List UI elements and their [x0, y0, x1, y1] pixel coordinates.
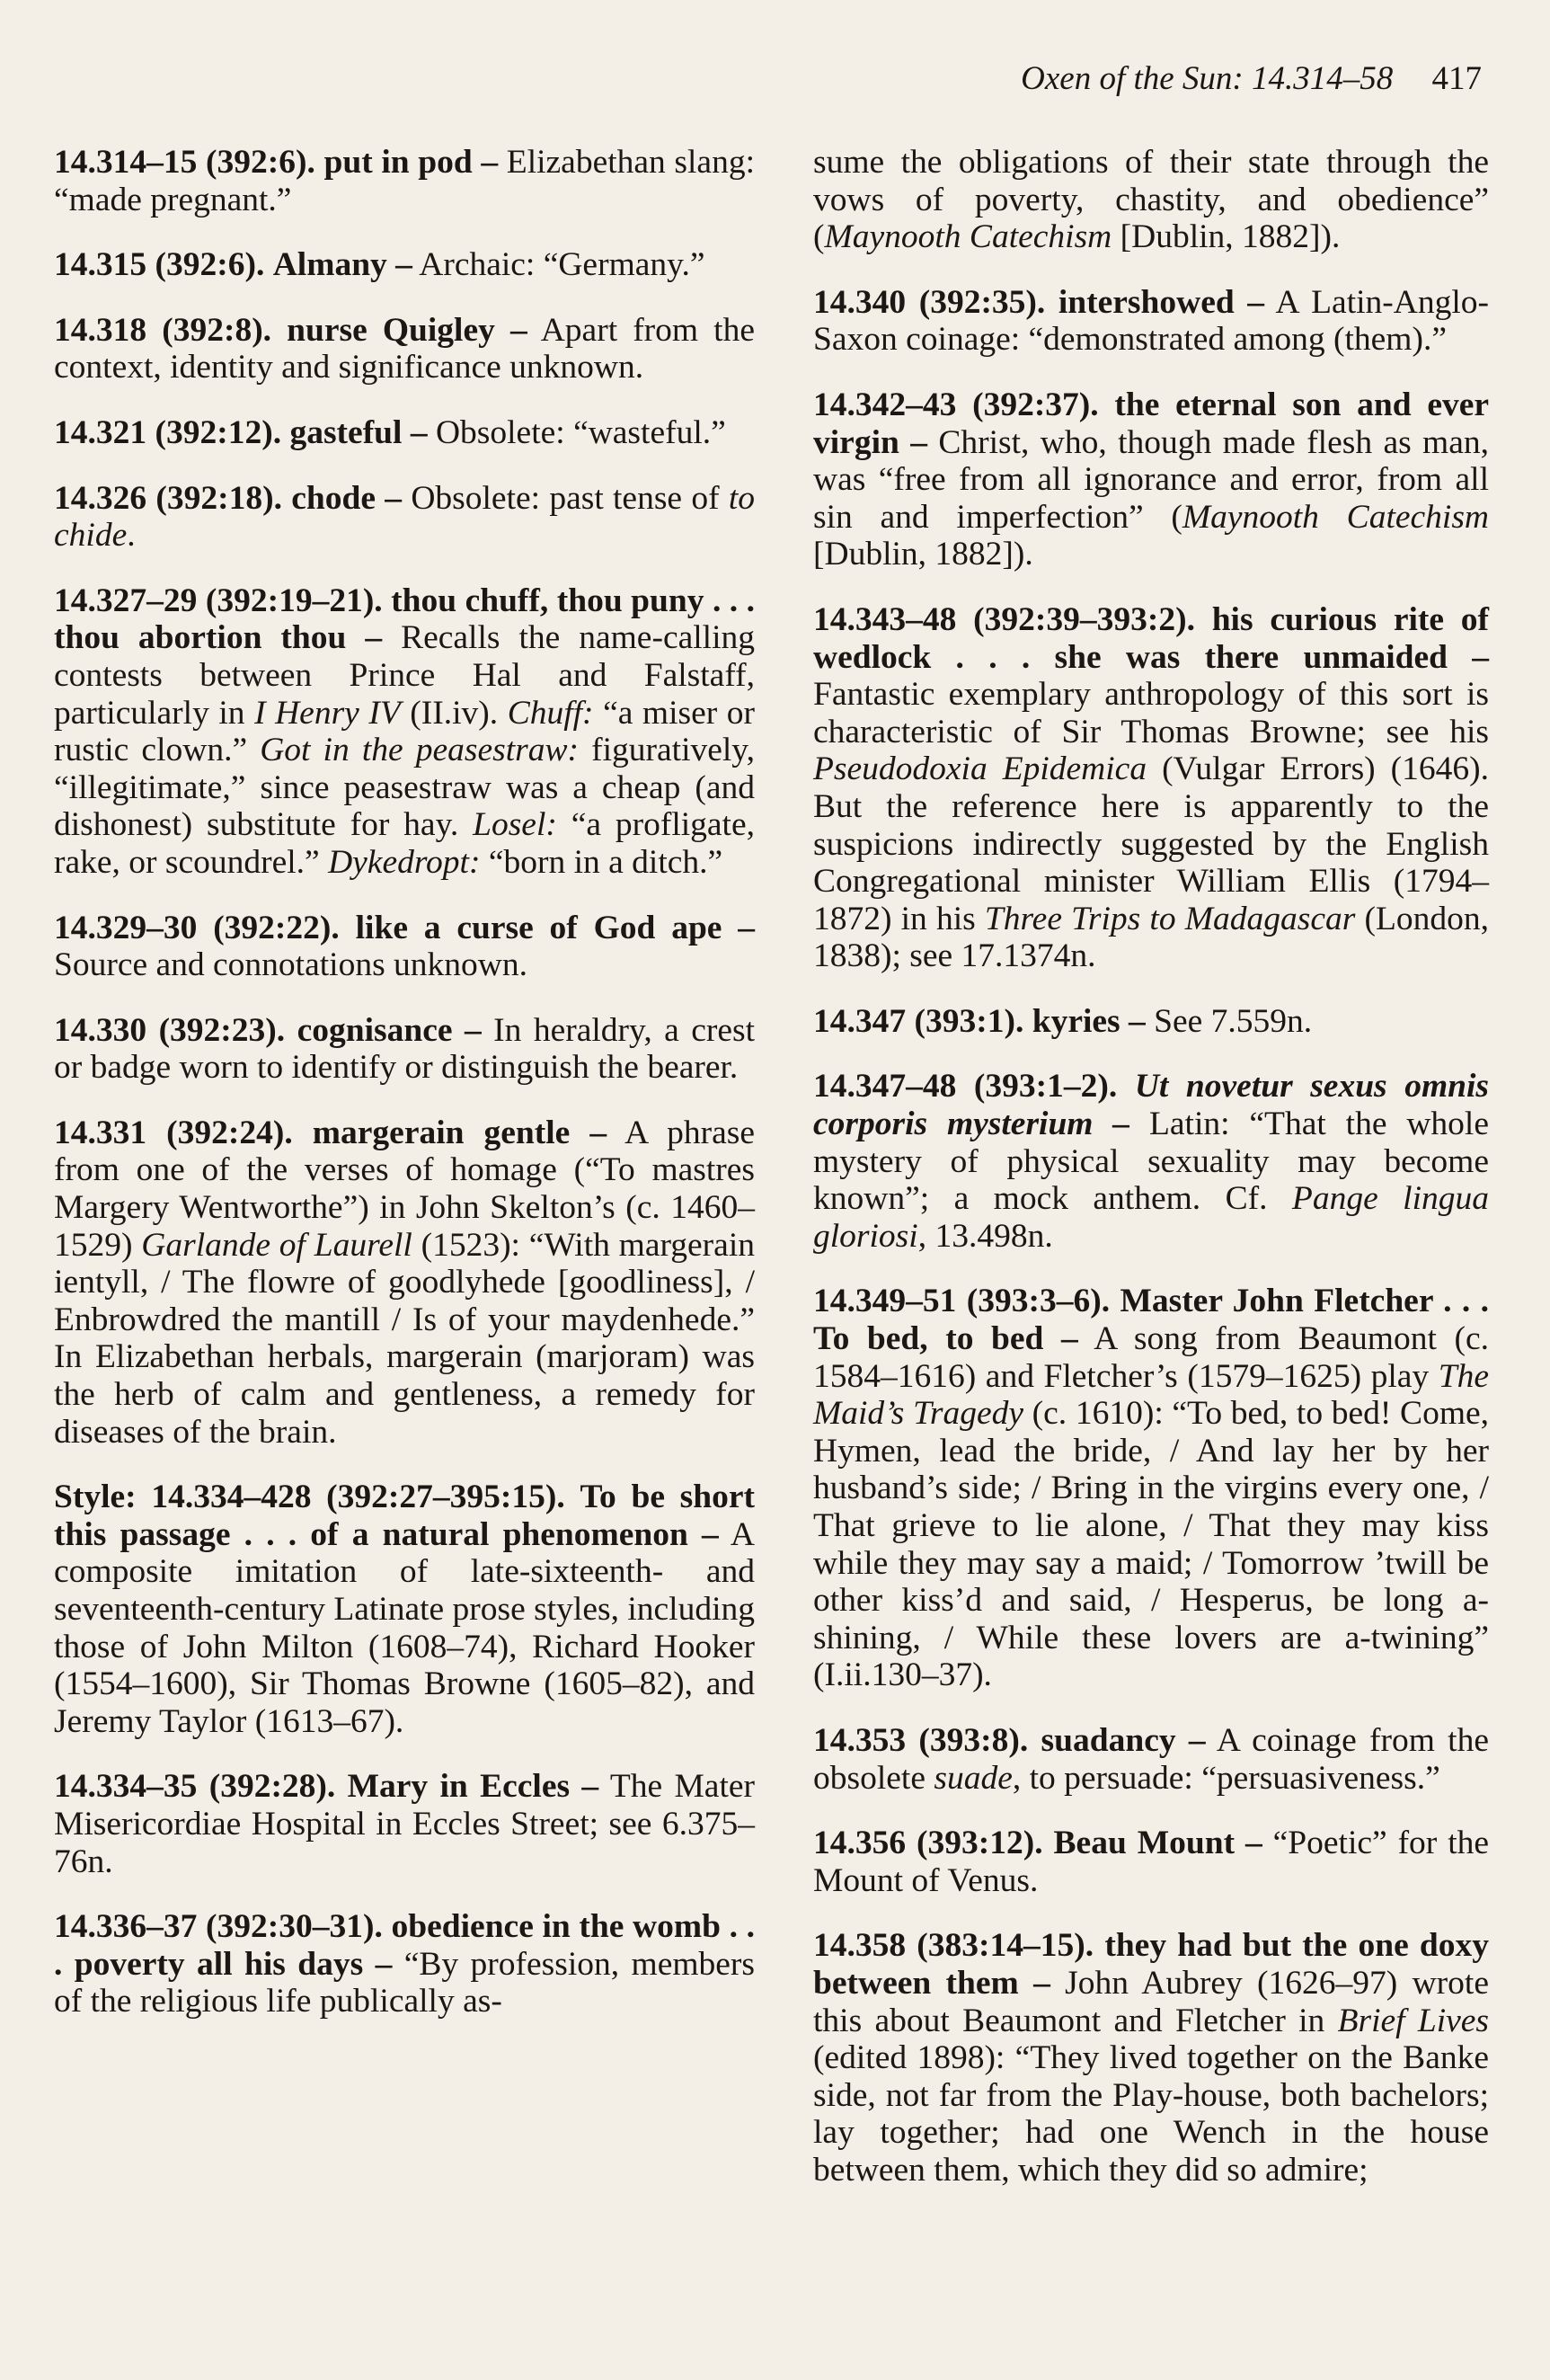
note-reference: 14.347–48 (393:1–2).: [813, 1068, 1118, 1106]
note-italic-text: Garlande of Laurell: [141, 1226, 412, 1264]
note-text: John Aubrey (1626–97) wrote this about Beaumont and Fletcher in: [813, 1964, 1489, 2039]
note-reference: 14.326 (392:18).: [54, 479, 282, 517]
note-italic-text: Chuff:: [507, 694, 594, 732]
note-italic-text: Maynooth Catechism: [824, 218, 1112, 256]
running-header: [0, 59, 1482, 99]
note-entry: [54, 1768, 755, 1880]
note-headword: they had but the one doxy between them –: [813, 1927, 1490, 2002]
note-text: (Vulgar Errors) (1646). But the reference here is apparently to the suspicions indirectly suggested by the English Congregational minister William Ellis (1794–1872) in his: [813, 750, 1489, 937]
note-headword: intershowed –: [1058, 283, 1265, 321]
note-reference: 14.334–35 (392:28).: [54, 1768, 336, 1806]
note-text: , to persuade: “persuasiveness.”: [1012, 1759, 1440, 1797]
note-reference: 14.321 (392:12).: [54, 413, 282, 451]
note-entry: [54, 246, 755, 284]
note-reference: 14.330 (392:23).: [54, 1011, 286, 1049]
note-text: (II.iv).: [400, 694, 508, 732]
note-entry: [813, 1825, 1489, 1899]
note-text: Archaic: “Germany.”: [412, 246, 705, 284]
note-headword: obedience in the womb . . . poverty all his days –: [54, 1908, 756, 1983]
note-italic-text: Dykedropt:: [328, 843, 481, 881]
note-headword: To be short this passage . . . of a natural phenomenon –: [54, 1479, 755, 1553]
note-reference: 14.343–48 (392:39–393:2).: [813, 600, 1195, 638]
note-text: A composite imitation of late-sixteenth- and seventeenth-century Latinate prose styles, including those of John Milton (1608–74), Richard Hooker (1554–1600), Sir Thomas Browne (1605–82), and Jeremy Taylor (1613–67).: [54, 1515, 755, 1740]
note-headword: Ut novetur sexus omnis corporis mysterium –: [813, 1068, 1489, 1143]
note-text: Apart from the context, identity and significance unknown.: [54, 311, 755, 386]
note-reference: 14.327–29 (392:19–21).: [54, 582, 383, 619]
page-number: 417: [1431, 60, 1482, 97]
note-reference: 14.347 (393:1).: [813, 1002, 1024, 1040]
note-italic-text: Losel:: [473, 806, 557, 844]
note-text: A coinage from the obsolete: [813, 1721, 1489, 1797]
note-reference: 14.315 (392:6).: [54, 246, 265, 284]
note-italic-text: to chide: [54, 479, 756, 555]
note-reference: Style: 14.334–428 (392:27–395:15).: [54, 1479, 565, 1516]
note-headword: kyries –: [1032, 1002, 1146, 1040]
note-headword: his curious rite of wedlock . . . she was there unmaided –: [813, 600, 1489, 676]
note-headword: chode –: [291, 479, 403, 517]
note-entry: [813, 386, 1489, 573]
note-text: (1523): “With margerain ientyll, / The flowre of goodlyhede [goodliness], / Enbrowdred the mantill / Is of your maydenhede.” In Elizabethan herbals, margerain (marjoram) was the herb of calm and gentleness, a remedy for diseases of the brain.: [54, 1226, 755, 1451]
note-text: .: [127, 517, 136, 555]
note-headword: thou chuff, thou puny . . . thou abortion thou –: [54, 582, 756, 657]
note-text: “a profligate, rake, or scoundrel.”: [54, 806, 755, 881]
note-text: Latin: “That the whole mystery of physical sexuality may become known”; a mock anthem. Cf.: [813, 1106, 1489, 1218]
note-italic-text: Got in the peasestraw:: [260, 732, 579, 769]
note-entry: [813, 601, 1489, 975]
note-text: (London, 1838); see 17.1374n.: [813, 900, 1489, 975]
note-headword: cognisance –: [297, 1011, 482, 1049]
note-entry: [813, 1927, 1489, 2189]
note-text: Source and connotations unknown.: [54, 946, 527, 984]
left-column: [54, 144, 755, 2048]
note-reference: 14.349–51 (393:3–6).: [813, 1283, 1111, 1320]
note-text: Elizabethan slang: “made pregnant.”: [54, 144, 755, 218]
note-text: Obsolete: past tense of: [402, 479, 729, 517]
note-italic-text: I Henry IV: [254, 694, 401, 732]
note-headword: gasteful –: [289, 413, 428, 451]
note-text: sume the obligations of their state through the vows of poverty, chastity, and obedience” (: [813, 144, 1489, 256]
note-entry: [54, 312, 755, 386]
note-reference: 14.356 (393:12).: [813, 1825, 1043, 1862]
note-headword: Almany –: [272, 246, 412, 284]
note-text: In heraldry, a crest or badge worn to identify or distinguish the bearer.: [54, 1011, 755, 1087]
note-reference: 14.358 (383:14–15).: [813, 1927, 1094, 1965]
note-entry: [54, 910, 755, 984]
note-headword: like a curse of God ape –: [355, 909, 756, 946]
note-headword: the eternal son and ever virgin –: [813, 386, 1490, 461]
note-text: [Dublin, 1882]).: [1112, 218, 1341, 256]
note-italic-text: Brief Lives: [1337, 2002, 1490, 2039]
note-reference: 14.342–43 (392:37).: [813, 386, 1099, 423]
note-entry: [54, 480, 755, 555]
note-entry: [813, 1722, 1489, 1797]
note-text: A phrase from one of the verses of homage (“To mastres Margery Wentworthe”) in John Skelton’s (c. 1460–1529): [54, 1114, 756, 1264]
note-reference: 14.353 (393:8).: [813, 1721, 1029, 1759]
note-italic-text: suade: [934, 1759, 1013, 1797]
running-title: Oxen of the Sun: 14.314–58: [1021, 60, 1394, 97]
note-text: Recalls the name-calling contests between Prince Hal and Falstaff, particularly in: [54, 619, 755, 732]
note-entry: [54, 144, 755, 218]
note-text: figuratively, “illegitimate,” since peasestraw was a cheap (and dishonest) substitute for hay.: [54, 732, 755, 844]
note-entry: [813, 284, 1489, 359]
note-text: Fantastic exemplary anthropology of this sort is characteristic of Sir Thomas Browne; see his: [813, 676, 1489, 750]
note-entry: [813, 1283, 1489, 1694]
note-entry: [54, 1115, 755, 1451]
note-text: See 7.559n.: [1145, 1002, 1313, 1040]
note-text: Christ, who, though made flesh as man, was “free from all ignorance and error, from all sin and imperfection” (: [813, 423, 1489, 536]
note-reference: 14.318 (392:8).: [54, 311, 272, 349]
note-reference: 14.314–15 (392:6).: [54, 144, 315, 181]
note-text: Obsolete: “wasteful.”: [427, 413, 726, 451]
note-entry: [54, 1012, 755, 1087]
note-text: (edited 1898): “They lived together on the Banke side, not far from the Play-house, both bachelors; lay together; had one Wench in the house between them, which they did so admire;: [813, 2039, 1489, 2189]
note-entry: [54, 582, 755, 882]
note-italic-text: Three Trips to Madagascar: [984, 900, 1356, 937]
note-headword: suadancy –: [1041, 1721, 1206, 1759]
note-text: A Latin-Anglo-Saxon coinage: “demonstrated among (them).”: [813, 283, 1490, 359]
note-reference: 14.331 (392:24).: [54, 1114, 293, 1151]
note-italic-text: Pseudodoxia Epidemica: [813, 750, 1147, 788]
note-italic-text: The Maid’s Tragedy: [813, 1357, 1489, 1433]
note-headword: nurse Quigley –: [287, 311, 527, 349]
note-entry: [813, 144, 1489, 256]
note-entry: [54, 1479, 755, 1740]
note-headword: Master John Fletcher . . . To bed, to bed –: [813, 1283, 1490, 1358]
note-reference: 14.329–30 (392:22).: [54, 909, 340, 946]
note-text: (c. 1610): “To bed, to bed! Come, Hymen, lead the bride, / And lay her by her husband’s side; / Bring in the virgins every one, / That grieve to lie alone, / That they may kiss while they may say a maid; / Tomorrow ’twill be other kiss’d and said, / Hesperus, be long a-shining, / While these lovers are a-twining” (I.ii.130–37).: [813, 1395, 1490, 1694]
note-headword: Beau Mount –: [1053, 1825, 1262, 1862]
note-text: “a miser or rustic clown.”: [54, 694, 755, 769]
note-entry: [813, 1003, 1489, 1041]
note-text: “Poetic” for the Mount of Venus.: [813, 1825, 1490, 1899]
note-headword: margerain gentle –: [312, 1114, 607, 1151]
note-headword: Mary in Eccles –: [347, 1768, 599, 1806]
note-text: The Mater Misericordiae Hospital in Eccles Street; see 6.375–76n.: [54, 1768, 755, 1880]
note-text: , 13.498n.: [917, 1217, 1053, 1255]
note-text: “born in a ditch.”: [480, 843, 723, 881]
note-entry: [813, 1068, 1489, 1255]
note-text: “By profession, members of the religious life publically as-: [54, 1945, 755, 2020]
note-italic-text: Pange lingua gloriosi: [813, 1180, 1489, 1255]
note-reference: 14.336–37 (392:30–31).: [54, 1908, 383, 1946]
note-entry: [54, 1908, 755, 2020]
note-italic-text: Maynooth Catechism: [1182, 498, 1489, 536]
right-column: [813, 144, 1489, 2217]
note-headword: put in pod –: [323, 144, 499, 181]
note-reference: 14.340 (392:35).: [813, 283, 1046, 321]
note-entry: [54, 414, 755, 452]
note-text: [Dublin, 1882]).: [813, 536, 1033, 573]
note-text: A song from Beaumont (c. 1584–1616) and Fletcher’s (1579–1625) play: [813, 1320, 1489, 1395]
